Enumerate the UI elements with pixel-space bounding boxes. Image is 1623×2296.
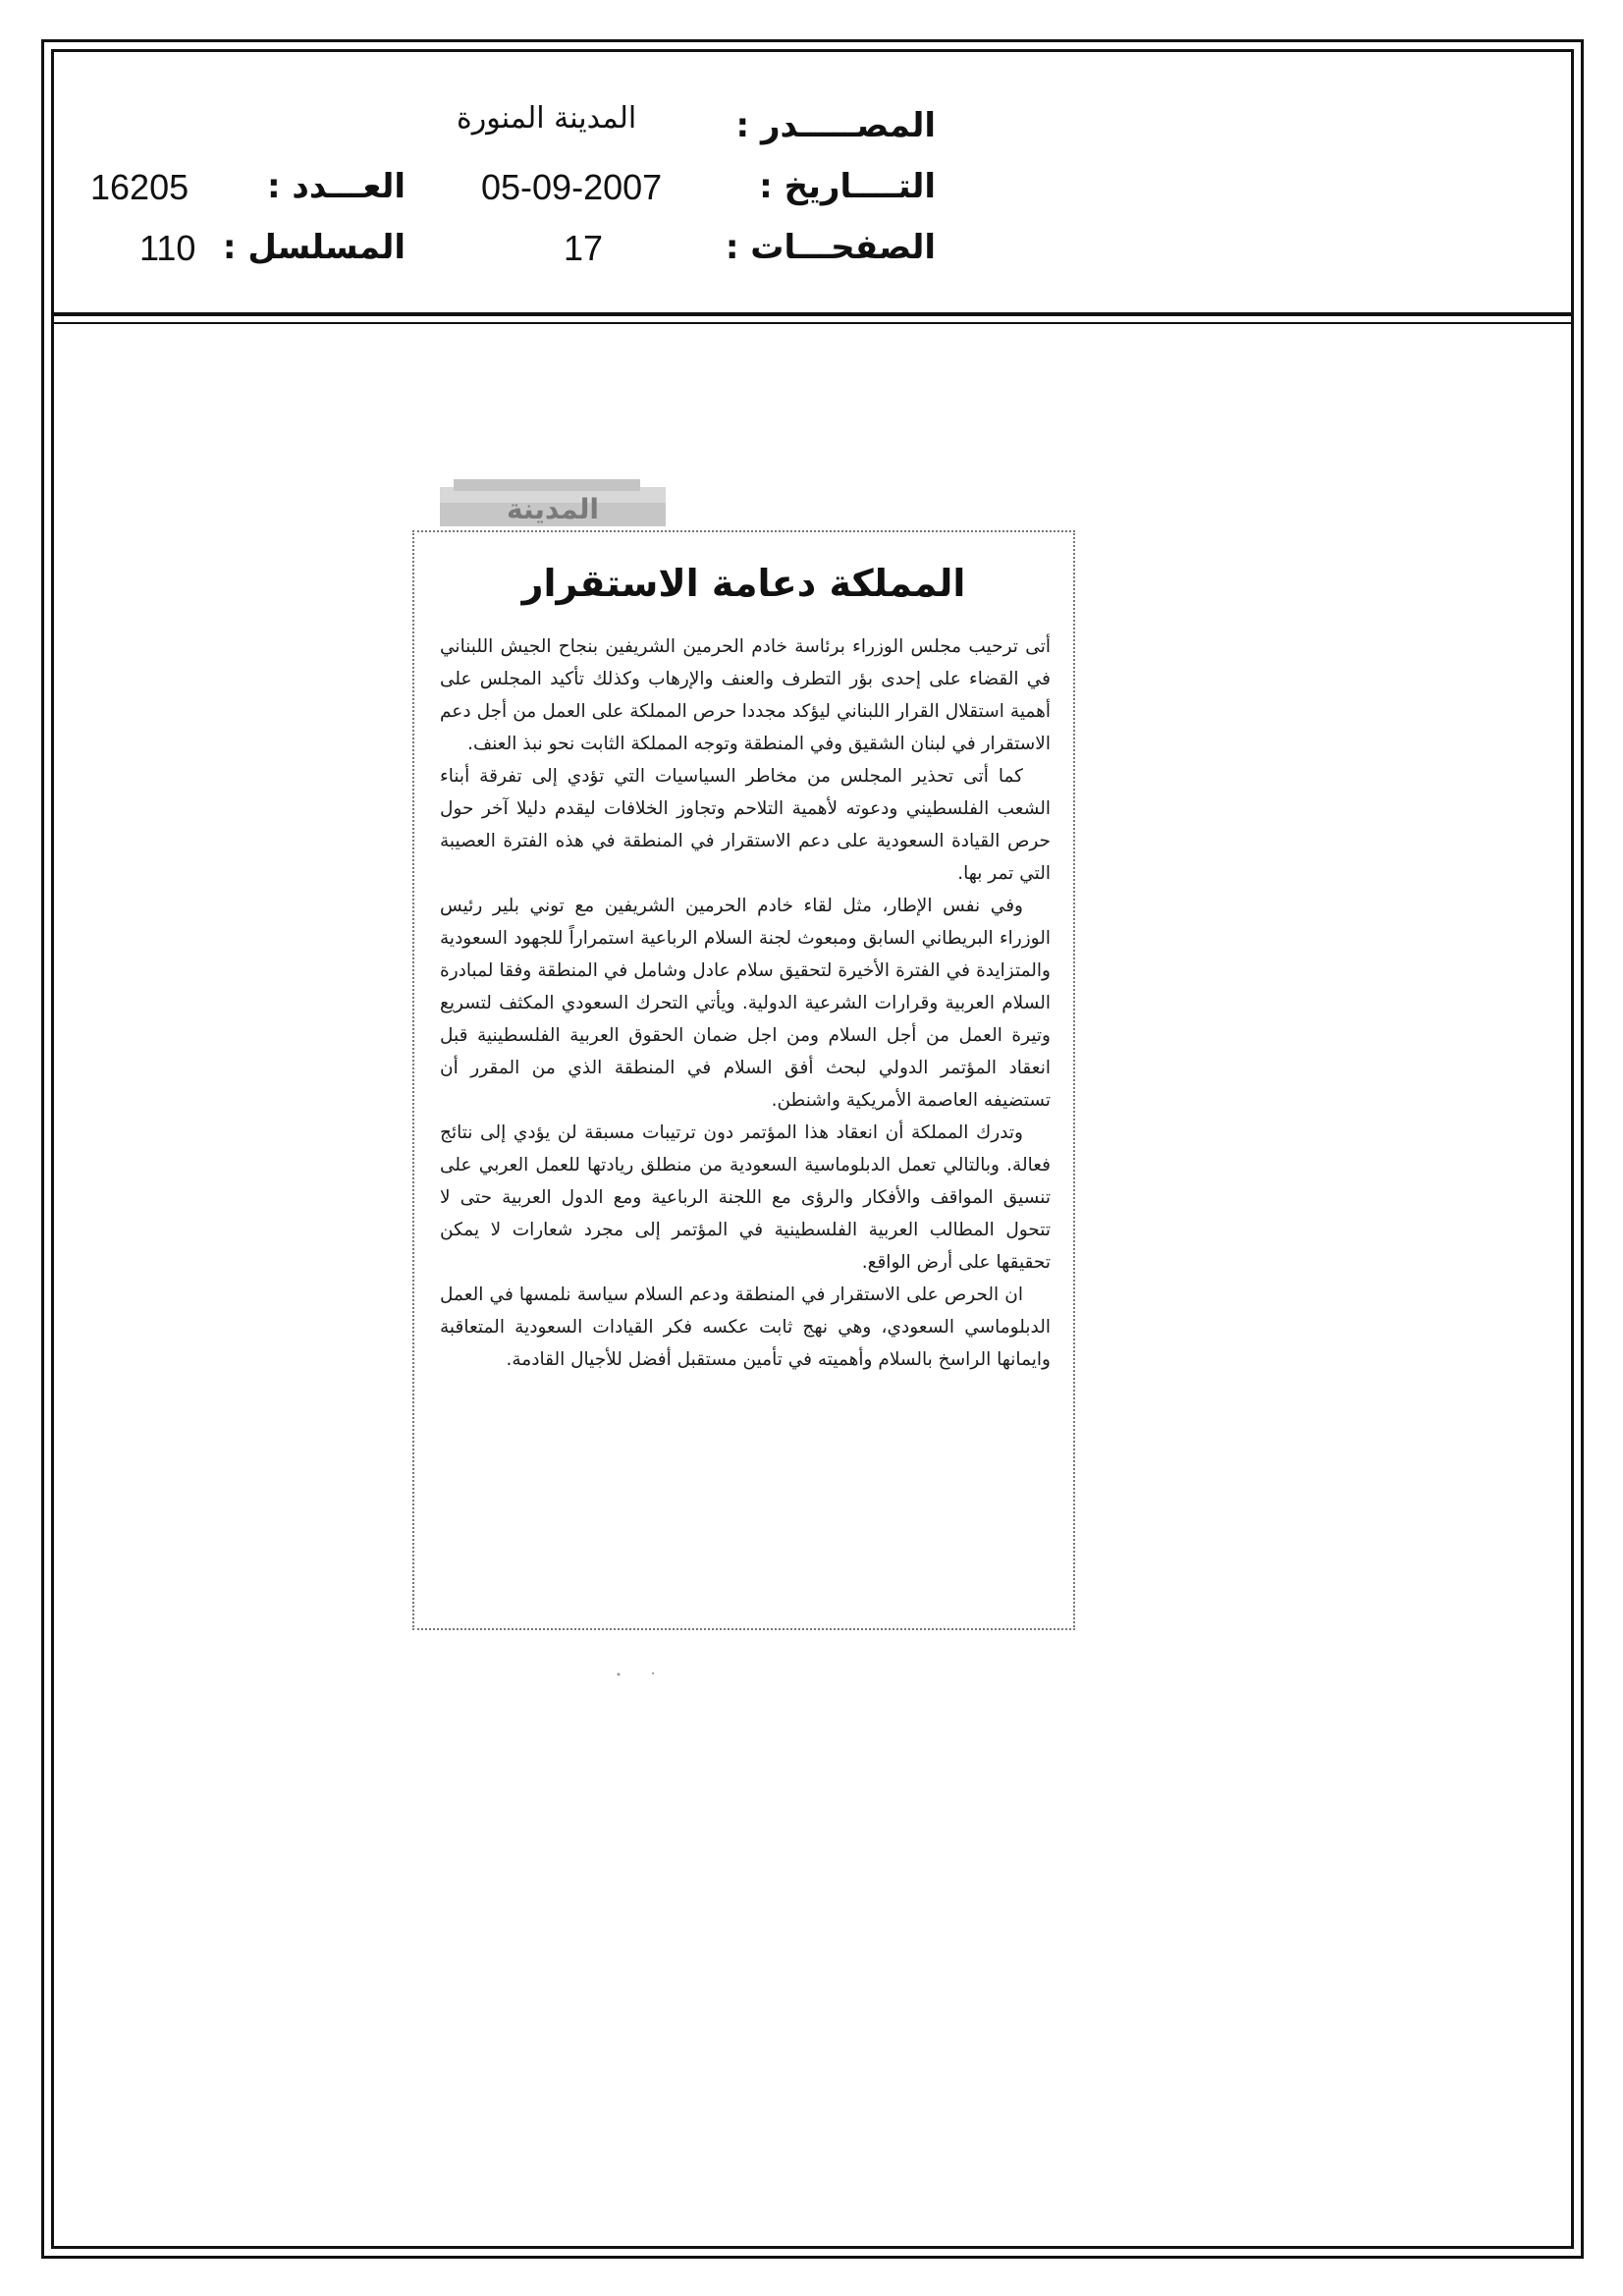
article-paragraph: ان الحرص على الاستقرار في المنطقة ودعم السلام سياسة نلمسها في العمل الدبلوماسي السعودي، وهي نهج ثابت عكسه فكر القيادات السعودية المتعاقبة وايمانها الراسخ بالسلام وأهميته في تأمين مستقبل أفضل للأجيال القادمة. [440,1285,1051,1370]
scan-specks [614,1669,673,1679]
date-label: التــــاريخ : [759,167,936,206]
header-divider-thin [51,322,1574,324]
header-divider [51,312,1574,316]
newspaper-logo-text: المدينة [507,493,599,525]
date-value: 05-09-2007 [481,167,663,207]
issue-value: 16205 [90,167,189,207]
source-label: المصـــــدر : [735,106,936,145]
serial-value: 110 [139,228,196,268]
issue-label: العـــدد : [267,167,406,206]
article-clipping [412,530,1075,1630]
article-paragraph: أتى ترحيب مجلس الوزراء برئاسة خادم الحرمين الشريفين بنجاح الجيش اللبناني في القضاء على إحدى بؤر التطرف والعنف والإرهاب وكذلك تأكيد المجلس على أهمية استقلال القرار اللبناني ليؤكد مجددا حرص المملكة على العمل من أجل دعم الاستقرار في لبنان الشقيق وفي المنطقة وتوجه المملكة الثابت نحو نبذ العنف. [440,636,1051,754]
pages-label: الصفحـــات : [725,228,936,267]
serial-label: المسلسل : [222,228,406,267]
article-title: المملكة دعامة الاستقرار [521,562,966,605]
pages-value: 17 [564,228,604,268]
article-body [440,630,1051,1376]
article-paragraph: وتدرك المملكة أن انعقاد هذا المؤتمر دون ترتيبات مسبقة لن يؤدي إلى نتائج فعالة. وبالتالي تعمل الدبلوماسية السعودية من منطلق ريادتها للعمل العربي على تنسيق المواقف والأفكار والرؤى مع اللجنة الرباعية ومع الدول العربية حتى لا تتحول المطالب العربية الفلسطينية في المؤتمر إلى مجرد شعارات لا يمكن تحقيقها على أرض الواقع. [440,1122,1051,1273]
article-paragraph: كما أتى تحذير المجلس من مخاطر السياسيات التي تؤدي إلى تفرقة أبناء الشعب الفلسطيني ودعوته لأهمية التلاحم وتجاوز الخلافات ليقدم دليلا آخر حول حرص القيادة السعودية على دعم الاستقرار في المنطقة في هذه الفترة العصيبة التي تمر بها. [440,766,1051,884]
newspaper-logo [440,473,666,530]
article-paragraph: وفي نفس الإطار، مثل لقاء خادم الحرمين الشريفين مع توني بلير رئيس الوزراء البريطاني السابق ومبعوث لجنة السلام الرباعية استمراراً للجهود السعودية والمتزايدة في الفترة الأخيرة لتحقيق سلام عادل وشامل في المنطقة وفقا لمبادرة السلام العربية وقرارات الشرعية الدولية. ويأتي التحرك السعودي المكثف لتسريع وتيرة العمل من أجل السلام ومن اجل ضمان الحقوق العربية الفلسطينية قبل انعقاد المؤتمر الدولي لبحث أفق السلام في المنطقة الذي من المقرر أن تستضيفه العاصمة الأمريكية واشنطن. [440,896,1051,1111]
source-value: المدينة المنورة [457,101,637,136]
